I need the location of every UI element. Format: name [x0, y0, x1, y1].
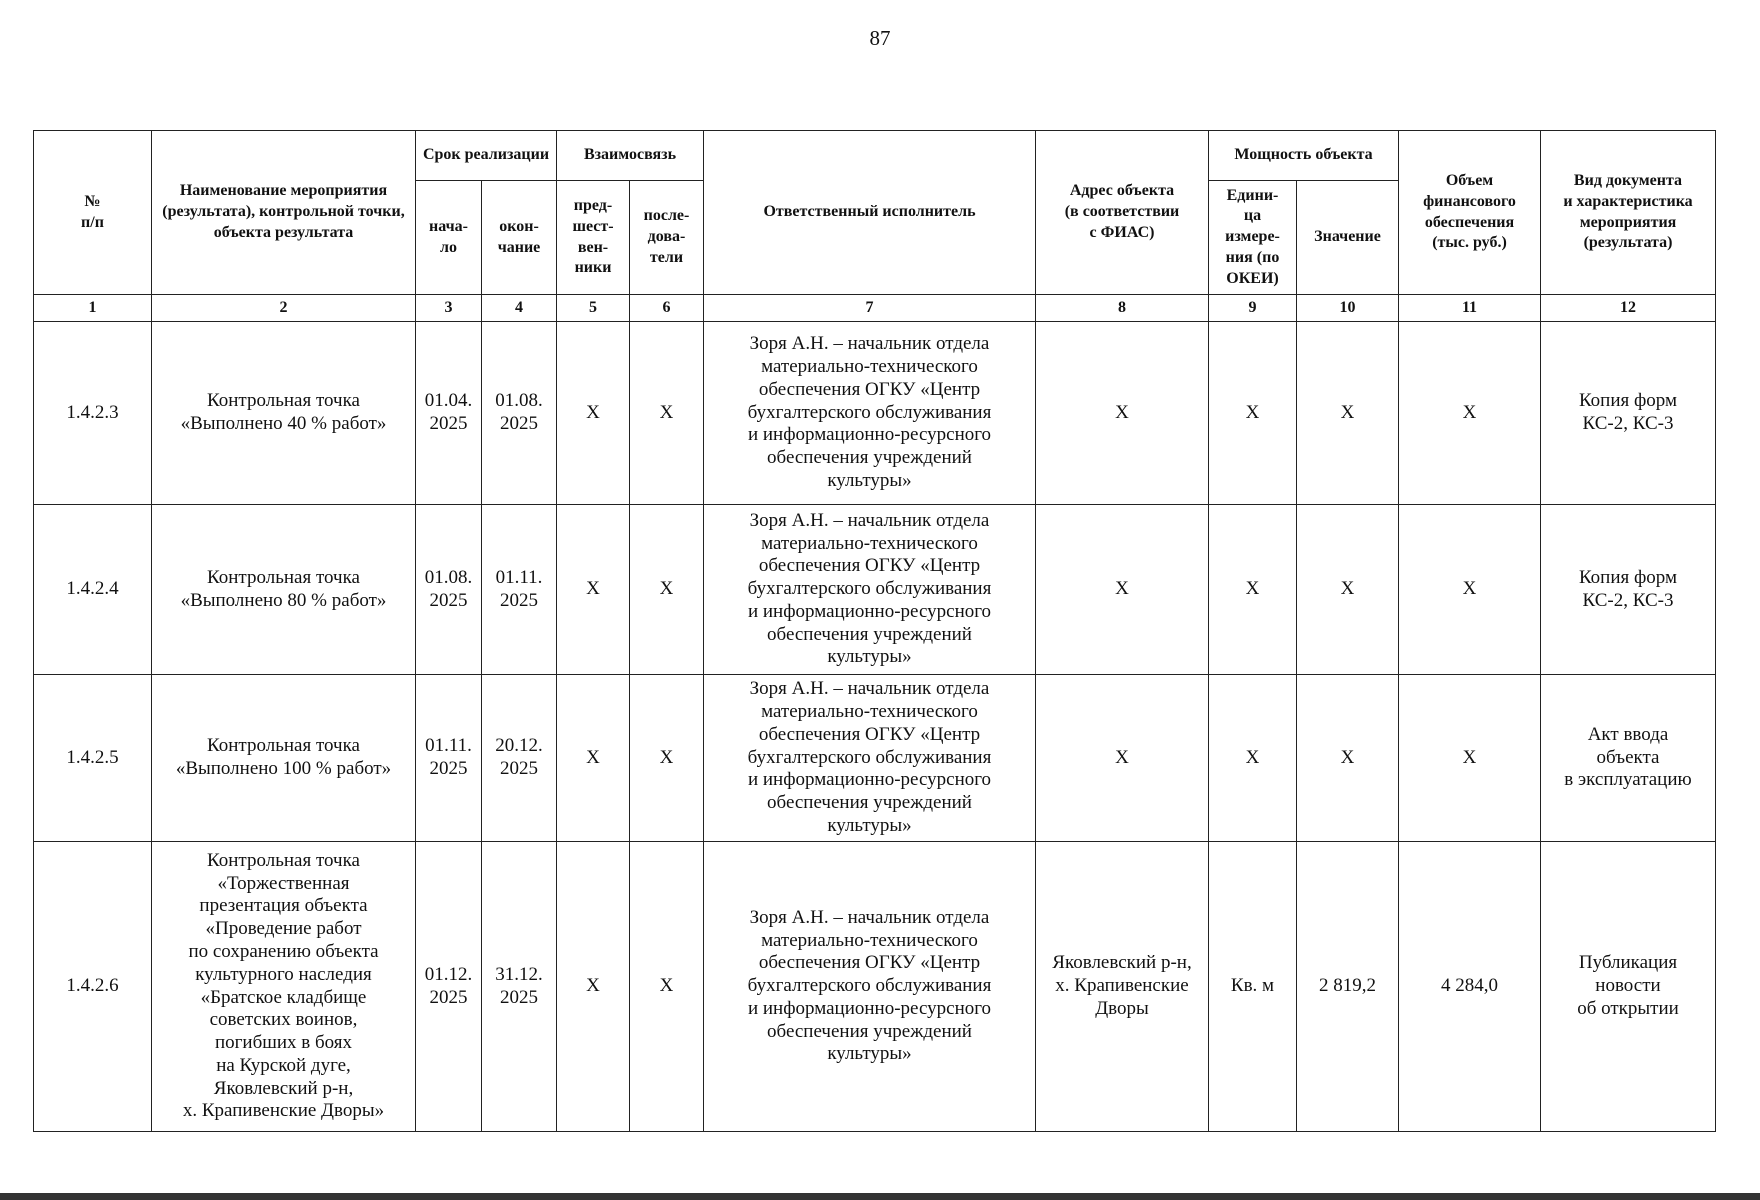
row-name: Контрольная точка «Выполнено 100 % работ» — [152, 675, 416, 842]
row-value: X — [1297, 675, 1399, 842]
row-finance: X — [1399, 675, 1541, 842]
header-finance: Объем финансового обеспечения (тыс. руб.) — [1399, 131, 1541, 295]
row-address: X — [1036, 675, 1209, 842]
column-number: 4 — [482, 295, 557, 322]
column-number: 9 — [1209, 295, 1297, 322]
column-number-row — [34, 295, 1716, 322]
row-succ: X — [630, 505, 704, 675]
row-responsible: Зоря А.Н. – начальник отдела материально-технического обеспечения ОГКУ «Центр бухгалтерского обслуживания и информационно-ресурсного обеспечения учреждений культуры» — [704, 322, 1036, 505]
header-name: Наименование мероприятия (результата), контрольной точки, объекта результата — [152, 131, 416, 295]
table-row — [34, 675, 1716, 842]
row-responsible: Зоря А.Н. – начальник отдела материально-технического обеспечения ОГКУ «Центр бухгалтерского обслуживания и информационно-ресурсного обеспечения учреждений культуры» — [704, 842, 1036, 1132]
row-doc: Публикация новости об открытии — [1541, 842, 1716, 1132]
row-unit: X — [1209, 322, 1297, 505]
row-end: 01.08. 2025 — [482, 322, 557, 505]
row-end: 31.12. 2025 — [482, 842, 557, 1132]
plan-table — [33, 130, 1716, 1132]
row-succ: X — [630, 675, 704, 842]
row-pred: X — [557, 842, 630, 1132]
row-name: Контрольная точка «Выполнено 40 % работ» — [152, 322, 416, 505]
header-relation: Взаимосвязь — [557, 131, 704, 181]
row-id: 1.4.2.5 — [34, 675, 152, 842]
column-number: 12 — [1541, 295, 1716, 322]
row-address: X — [1036, 505, 1209, 675]
row-start: 01.11. 2025 — [416, 675, 482, 842]
column-number: 10 — [1297, 295, 1399, 322]
header-capacity-value: Значение — [1297, 181, 1399, 295]
row-finance: X — [1399, 322, 1541, 505]
header-capacity: Мощность объекта — [1209, 131, 1399, 181]
row-succ: X — [630, 842, 704, 1132]
column-number: 11 — [1399, 295, 1541, 322]
footer-rule — [0, 1193, 1760, 1200]
column-number: 5 — [557, 295, 630, 322]
row-value: 2 819,2 — [1297, 842, 1399, 1132]
row-address: X — [1036, 322, 1209, 505]
row-succ: X — [630, 322, 704, 505]
header-num: № п/п — [34, 131, 152, 295]
column-number: 8 — [1036, 295, 1209, 322]
header-capacity-unit: Едини- ца измере- ния (по ОКЕИ) — [1209, 181, 1297, 295]
row-id: 1.4.2.3 — [34, 322, 152, 505]
header-doc-type: Вид документа и характеристика мероприятия (результата) — [1541, 131, 1716, 295]
row-pred: X — [557, 675, 630, 842]
column-number: 1 — [34, 295, 152, 322]
row-start: 01.04. 2025 — [416, 322, 482, 505]
table-row — [34, 322, 1716, 505]
row-end: 20.12. 2025 — [482, 675, 557, 842]
header-term: Срок реализации — [416, 131, 557, 181]
row-id: 1.4.2.6 — [34, 842, 152, 1132]
column-number: 6 — [630, 295, 704, 322]
row-doc: Копия форм КС-2, КС-3 — [1541, 322, 1716, 505]
column-number: 3 — [416, 295, 482, 322]
row-responsible: Зоря А.Н. – начальник отдела материально-технического обеспечения ОГКУ «Центр бухгалтерского обслуживания и информационно-ресурсного обеспечения учреждений культуры» — [704, 505, 1036, 675]
header-address: Адрес объекта (в соответствии с ФИАС) — [1036, 131, 1209, 295]
row-unit: X — [1209, 505, 1297, 675]
row-start: 01.12. 2025 — [416, 842, 482, 1132]
row-unit: Кв. м — [1209, 842, 1297, 1132]
table-row — [34, 505, 1716, 675]
row-responsible: Зоря А.Н. – начальник отдела материально-технического обеспечения ОГКУ «Центр бухгалтерского обслуживания и информационно-ресурсного обеспечения учреждений культуры» — [704, 675, 1036, 842]
row-pred: X — [557, 505, 630, 675]
row-name: Контрольная точка «Торжественная презентация объекта «Проведение работ по сохранению объекта культурного наследия «Братское кладбище советских воинов, погибших в боях на Курской дуге, Яковлевский р-н, х. Крапивенские Дворы» — [152, 842, 416, 1132]
header-term-start: нача- ло — [416, 181, 482, 295]
row-doc: Акт ввода объекта в эксплуатацию — [1541, 675, 1716, 842]
header-term-end: окон- чание — [482, 181, 557, 295]
row-finance: X — [1399, 505, 1541, 675]
header-relation-succ: после- дова- тели — [630, 181, 704, 295]
page-number: 87 — [869, 26, 891, 50]
row-doc: Копия форм КС-2, КС-3 — [1541, 505, 1716, 675]
row-address: Яковлевский р-н, х. Крапивенские Дворы — [1036, 842, 1209, 1132]
header-relation-pred: пред- шест- вен- ники — [557, 181, 630, 295]
row-finance: 4 284,0 — [1399, 842, 1541, 1132]
row-pred: X — [557, 322, 630, 505]
column-number: 7 — [704, 295, 1036, 322]
column-number: 2 — [152, 295, 416, 322]
row-name: Контрольная точка «Выполнено 80 % работ» — [152, 505, 416, 675]
row-value: X — [1297, 505, 1399, 675]
row-start: 01.08. 2025 — [416, 505, 482, 675]
row-value: X — [1297, 322, 1399, 505]
row-unit: X — [1209, 675, 1297, 842]
row-end: 01.11. 2025 — [482, 505, 557, 675]
row-id: 1.4.2.4 — [34, 505, 152, 675]
table-row — [34, 842, 1716, 1132]
header-responsible: Ответственный исполнитель — [704, 131, 1036, 295]
